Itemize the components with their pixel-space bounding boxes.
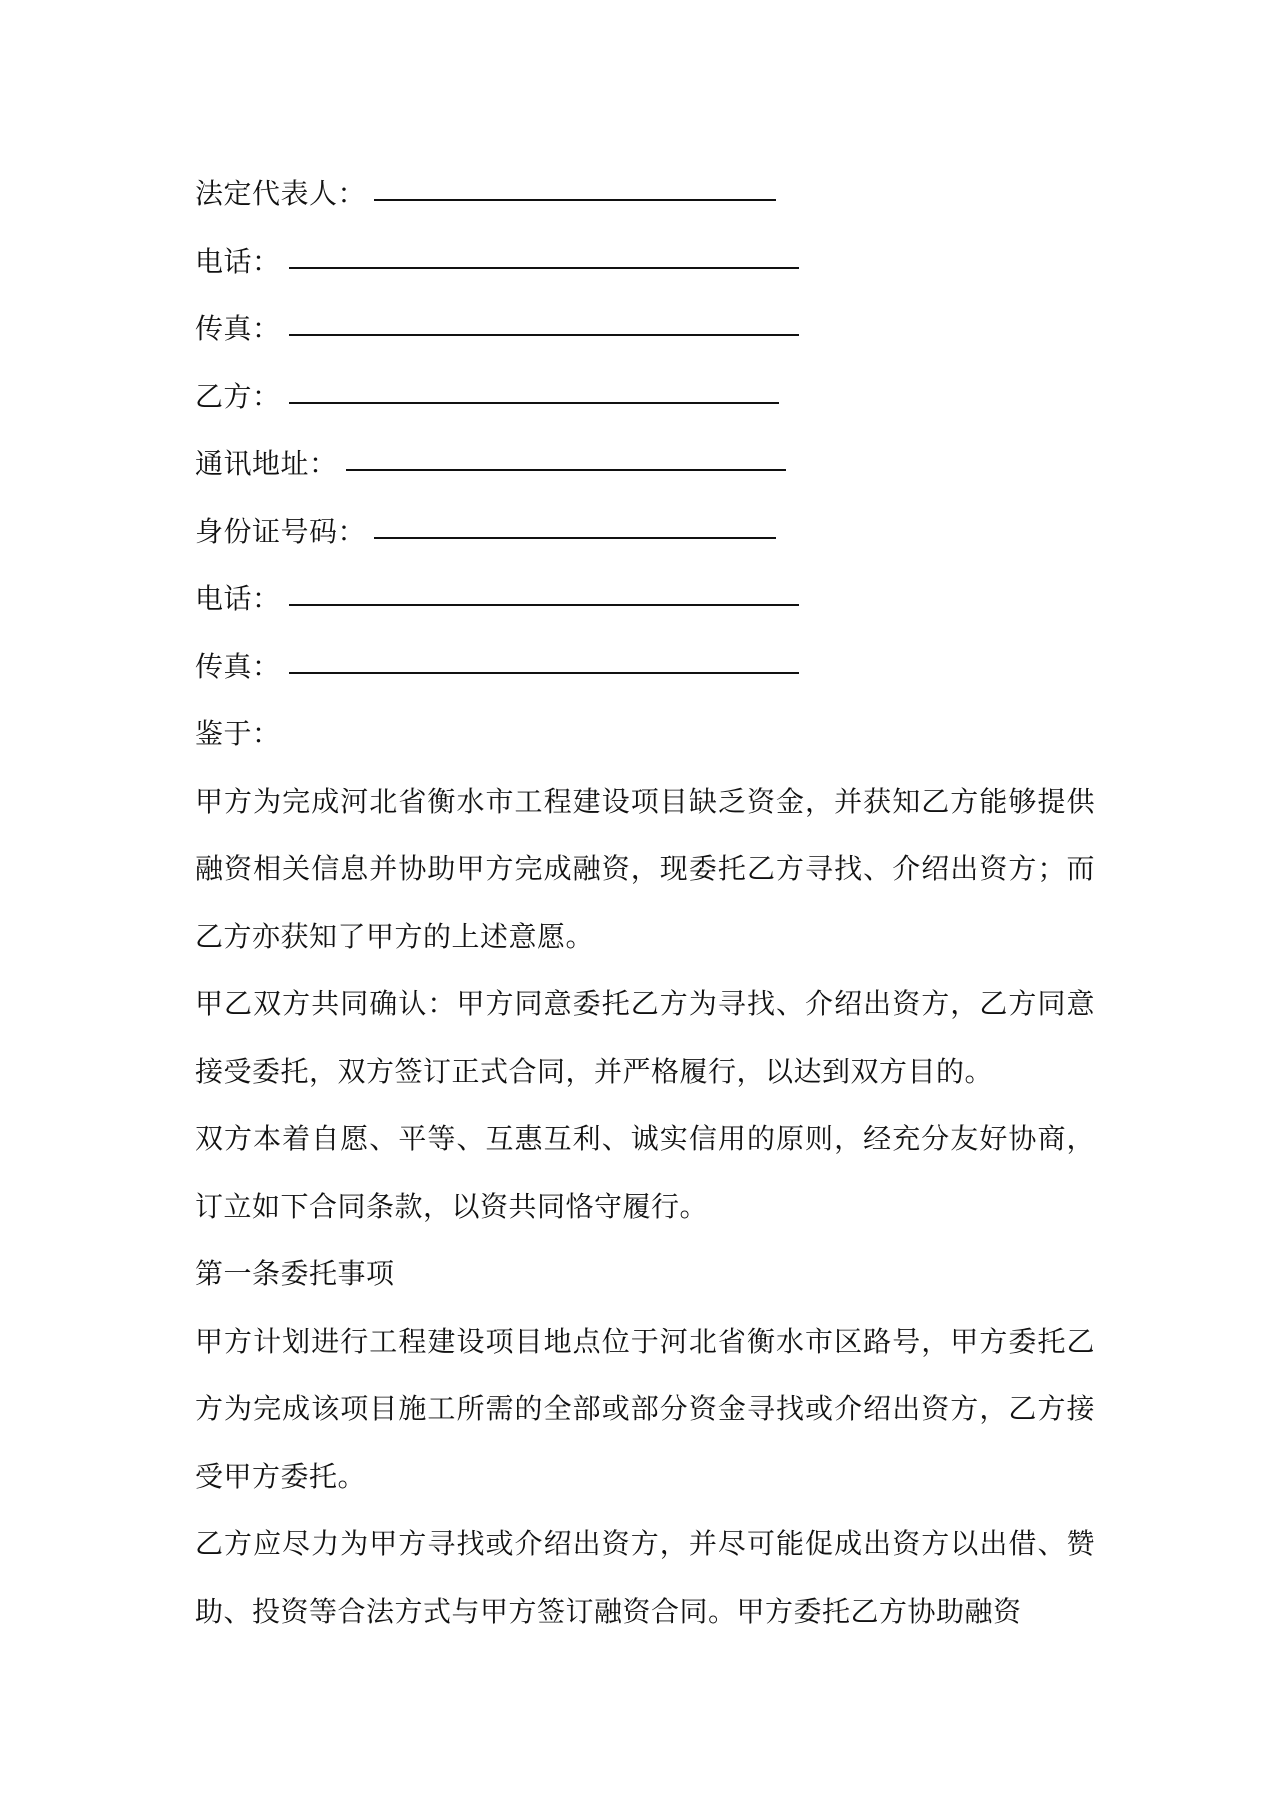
paragraph-purpose: 甲方为完成河北省衡水市工程建设项目缺乏资金，并获知乙方能够提供融资相关信息并协助甲方完成融资，现委托乙方寻找、介绍出资方；而乙方亦获知了甲方的上述意愿。 xyxy=(195,784,1095,953)
fax-b-blank[interactable] xyxy=(289,652,799,674)
paragraph-principles: 双方本着自愿、平等、互惠互利、诚实信用的原则，经充分友好协商，订立如下合同条款，以资共同恪守履行。 xyxy=(195,1122,1095,1223)
legal-rep-label: 法定代表人： xyxy=(195,177,367,210)
whereas-heading: 鉴于： xyxy=(195,717,281,750)
id-number-label: 身份证号码： xyxy=(195,514,367,548)
party-b-row xyxy=(195,363,1095,431)
phone-a-label: 电话： xyxy=(195,244,281,278)
paragraph-obligations: 乙方应尽力为甲方寻找或介绍出资方，并尽可能促成出资方以出借、赞助、投资等合法方式与甲方签订融资合同。甲方委托乙方协助融资 xyxy=(195,1527,1095,1628)
contract-page xyxy=(195,160,1095,1645)
fax-b-label: 传真： xyxy=(195,649,281,683)
address-label: 通讯地址： xyxy=(195,447,338,480)
phone-a-row xyxy=(195,228,1095,296)
article-1-title: 第一条委托事项 xyxy=(195,1257,395,1290)
legal-rep-blank[interactable] xyxy=(374,179,776,201)
id-number-blank[interactable] xyxy=(374,517,776,539)
fax-b-row xyxy=(195,633,1095,701)
legal-rep-row xyxy=(195,160,1095,228)
phone-b-row xyxy=(195,565,1095,633)
fax-a-blank[interactable] xyxy=(289,314,799,336)
id-number-row xyxy=(195,498,1095,566)
paragraph-entrusted-matters: 甲方计划进行工程建设项目地点位于河北省衡水市区路号，甲方委托乙方为完成该项目施工所需的全部或部分资金寻找或介绍出资方，乙方接受甲方委托。 xyxy=(195,1324,1095,1493)
fax-a-row xyxy=(195,295,1095,363)
paragraph-confirmation: 甲乙双方共同确认：甲方同意委托乙方为寻找、介绍出资方，乙方同意接受委托，双方签订正式合同，并严格履行，以达到双方目的。 xyxy=(195,987,1095,1088)
phone-b-label: 电话： xyxy=(195,582,281,615)
fax-a-label: 传真： xyxy=(195,312,281,345)
party-b-label: 乙方： xyxy=(195,379,281,413)
phone-b-blank[interactable] xyxy=(289,584,799,606)
address-row xyxy=(195,430,1095,498)
phone-a-blank[interactable] xyxy=(289,247,799,269)
party-b-blank[interactable] xyxy=(289,382,779,404)
address-blank[interactable] xyxy=(346,449,786,471)
